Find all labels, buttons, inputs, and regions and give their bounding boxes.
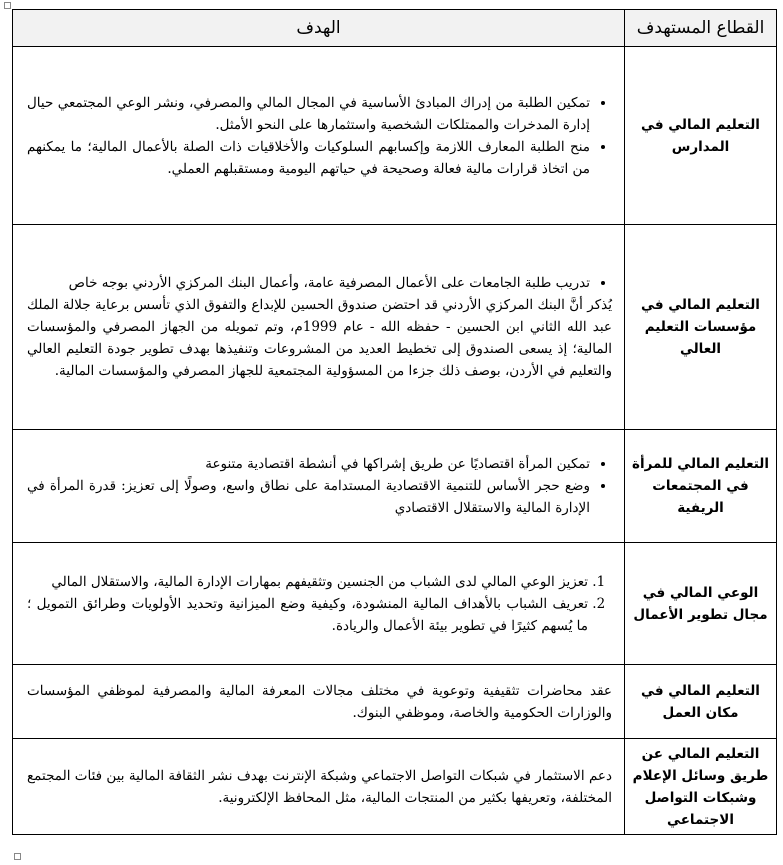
sector-cell: التعليم المالي في مؤسسات التعليم العالي xyxy=(625,225,777,430)
table-row xyxy=(13,225,777,430)
sector-cell: التعليم المالي للمرأة في المجتمعات الريفية xyxy=(625,430,777,543)
goal-numbered-list xyxy=(27,571,612,637)
table-move-handle[interactable] xyxy=(4,2,11,9)
goal-paragraph: يُذكر أنَّ البنك المركزي الأردني قد احتضن صندوق الحسين للإبداع والتفوق الذي تأسس برعاية جلالة الملك عبد الله الثاني ابن الحسين - حفظه الله - عام 1999م، وتم تمويله من الجهاز المصرفي والمؤسسات المالية؛ إذ يسعى الصندوق إلى تخطيط العديد من المشروعات وتنفيذها بهدف تطوير جودة التعليم العالي والتعليم في الأردن، بوصف ذلك جزءا من المسؤولية المجتمعية للجهاز المصرفي والمؤسسات المالية. xyxy=(27,297,612,379)
goal-paragraph: عقد محاضرات تثقيفية وتوعوية في مختلف مجالات المعرفة المالية والمصرفية لموظفي المؤسسات والوزارات الحكومية والخاصة، وموظفي البنوك. xyxy=(27,682,612,721)
goal-paragraph: دعم الاستثمار في شبكات التواصل الاجتماعي وشبكة الإنترنت بهدف نشر الثقافة المالية بين فئات المجتمع المختلفة، وتعريفها بكثير من المنتجات المالية، مثل المحافظ الإلكترونية. xyxy=(27,767,612,806)
financial-education-table xyxy=(12,9,777,835)
table-row xyxy=(13,739,777,835)
sector-cell: الوعي المالي في مجال تطوير الأعمال xyxy=(625,543,777,665)
table-row xyxy=(13,47,777,225)
goal-cell xyxy=(13,430,625,543)
goal-cell xyxy=(13,665,625,739)
goal-numbered-item: 2. تعريف الشباب بالأهداف المالية المنشودة، وكيفية وضع الميزانية وتحديد الأولويات وطرائق التمويل ؛ ما يُسهم كثيرًا في تطوير بيئة الأعمال والريادة. xyxy=(27,593,588,637)
goal-bullet: • منح الطلبة المعارف اللازمة وإكسابهم السلوكيات والأخلاقيات ذات الصلة بالأعمال المالية؛ ما يمكنهم من اتخاذ قرارات مالية فعالة وصحيحة في حياتهم اليومية ومستقبلهم العملي. xyxy=(27,136,590,180)
goal-bullet: • تمكين الطلبة من إدراك المبادئ الأساسية في المجال المالي والمصرفي، ونشر الوعي المجتمعي حيال إدارة المدخرات والممتلكات الشخصية واستثمارها على النحو الأمثل. xyxy=(27,92,590,136)
document-page xyxy=(12,9,776,835)
table-row xyxy=(13,543,777,665)
goal-bullet: • وضع حجر الأساس للتنمية الاقتصادية المستدامة على نطاق واسع، وصولًا إلى تعزيز: قدرة المرأة في الإدارة المالية والاستقلال الاقتصادي xyxy=(27,475,590,519)
table-row xyxy=(13,430,777,543)
goal-bullet-list xyxy=(27,92,612,180)
goal-cell xyxy=(13,739,625,835)
goal-cell xyxy=(13,47,625,225)
goal-numbered-item: 1. تعزيز الوعي المالي لدى الشباب من الجنسين وتثقيفهم بمهارات الإدارة المالية، والاستقلال المالي xyxy=(27,571,588,593)
goal-bullet: • تدريب طلبة الجامعات على الأعمال المصرفية عامة، وأعمال البنك المركزي الأردني بوجه خاص xyxy=(27,272,590,294)
goal-bullet-list xyxy=(27,272,612,294)
table-resize-handle[interactable] xyxy=(14,853,21,860)
table-header-row xyxy=(13,10,777,47)
goal-cell xyxy=(13,225,625,430)
header-sector: القطاع المستهدف xyxy=(625,10,777,47)
goal-bullet: • تمكين المرأة اقتصاديًا عن طريق إشراكها في أنشطة اقتصادية متنوعة xyxy=(27,453,590,475)
sector-cell: التعليم المالي في المدارس xyxy=(625,47,777,225)
sector-cell: التعليم المالي عن طريق وسائل الإعلام وشبكات التواصل الاجتماعي xyxy=(625,739,777,835)
goal-bullet-list xyxy=(27,453,612,519)
goal-cell xyxy=(13,543,625,665)
table-row xyxy=(13,665,777,739)
sector-cell: التعليم المالي في مكان العمل xyxy=(625,665,777,739)
header-goal: الهدف xyxy=(13,10,625,47)
